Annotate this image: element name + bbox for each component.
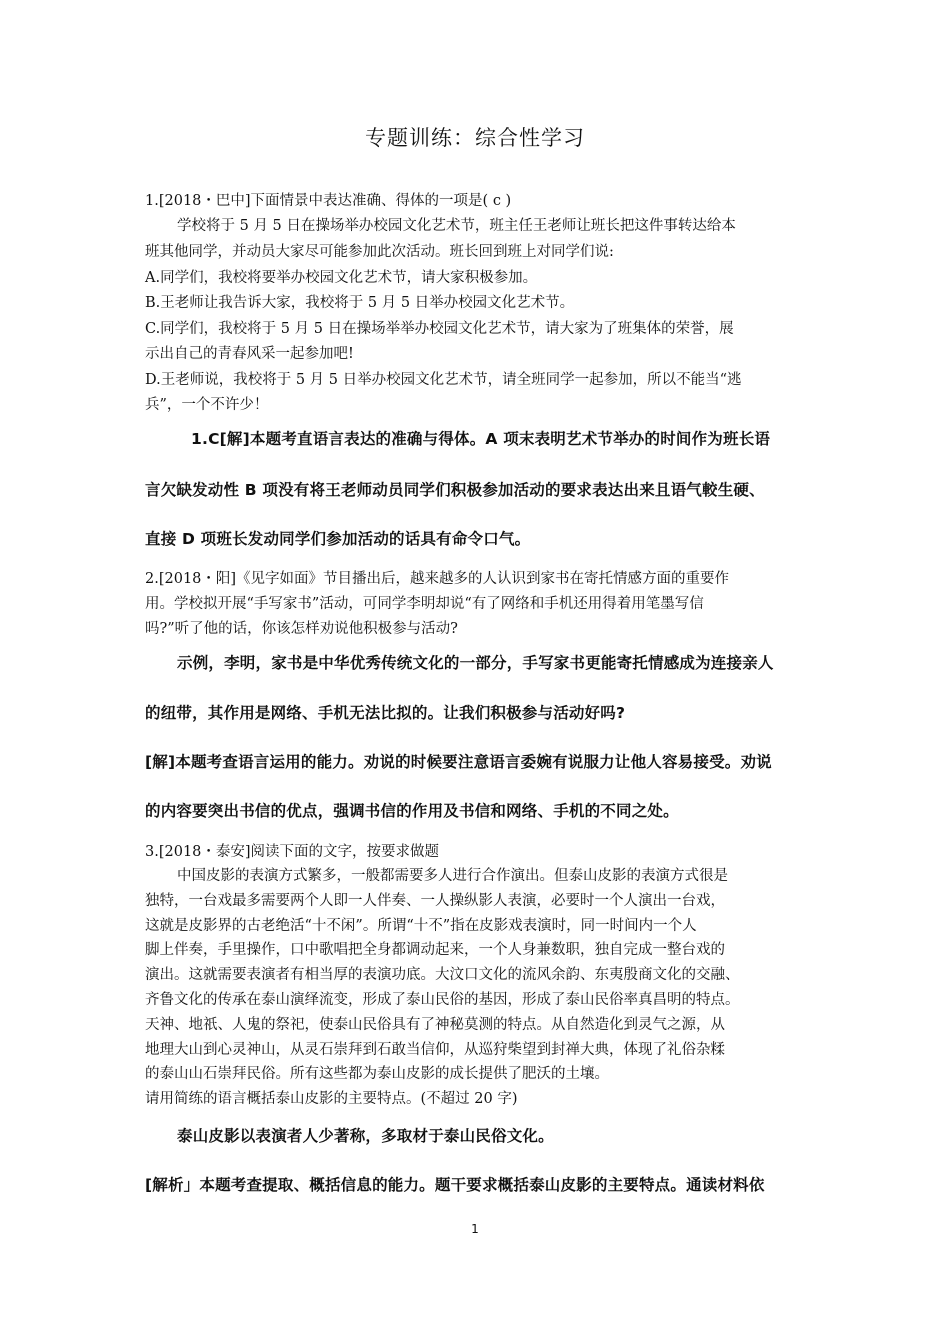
- q3-passage-line: 演出。这就需要表演者有相当厚的表演功底。大汶口文化的流风余韵、东夷殷商文化的交融、: [145, 967, 740, 983]
- document-title: 专题训练：综合性学习: [365, 126, 585, 150]
- q1-option-d: 兵”，一个不许少！: [145, 397, 269, 413]
- q1-option-c: C.同学们，我校将于 5 月 5 日在操场举举办校园文化艺术节，请大家为了班集体的荣誉，展: [145, 321, 734, 337]
- q3-analysis: [解析」本题考查提取、概括信息的能力。题干要求概括泰山皮影的主要特点。通读材料依: [145, 1176, 765, 1194]
- q3-stem: 3.[2018・泰安]阅读下面的文字，按要求做题: [145, 844, 440, 860]
- q1-option-b: B.王老师让我告诉大家，我校将于 5 月 5 日举办校园文化艺术节。: [145, 295, 575, 311]
- q1-answer: 言欠缺发动性 B 项没有将王老师动员同学们积极参加活动的要求表达出来且语气較生硬、: [145, 481, 765, 499]
- q3-passage-line: 的泰山山石崇拜民俗。所有这些都为泰山皮影的成长提供了肥沃的土壤。: [145, 1066, 609, 1082]
- q1-option-a: A.同学们，我校将要举办校园文化艺术节，请大家积极参加。: [145, 270, 538, 286]
- q2-answer: 示例，李明，家书是中华优秀传统文化的一部分，手写家书更能寄托情感成为连接亲人: [177, 654, 774, 672]
- q3-passage-line: 这就是皮影界的古老绝活“十不闲”。所谓“十不”指在皮影戏表演时，同一时间内一个人: [145, 918, 697, 934]
- q3-answer: 泰山皮影以表演者人少著称，多取材于泰山民俗文化。: [177, 1127, 554, 1145]
- page-number: 1: [471, 1222, 479, 1236]
- q2-stem: 2.[2018・阳]《见字如面》节目播出后，越来越多的人认识到家书在寄托情感方面的重要作: [145, 571, 730, 587]
- q2-analysis: 的内容要突出书信的优点，强调书信的作用及书信和网络、手机的不同之处。: [145, 802, 679, 820]
- q1-context-line: 班其他同学，并动员大家尽可能参加此次活动。班长回到班上对同学们说:: [145, 244, 614, 260]
- q3-question: 请用简练的语言概括泰山皮影的主要特点。(不超过 20 字): [145, 1091, 518, 1107]
- q3-passage-line: 齐鲁文化的传承在泰山演绎流变，形成了泰山民俗的基因，形成了泰山民俗率真昌明的特点。: [145, 992, 740, 1008]
- q2-stem: 吗?”听了他的话，你该怎样劝说他积极参与活动?: [145, 621, 458, 637]
- q3-passage-line: 脚上伴奏，手里操作，口中歌唱把全身都调动起来，一个人身兼数职，独自完成一整台戏的: [145, 942, 725, 958]
- q1-option-d: D.王老师说，我校将于 5 月 5 日举办校园文化艺术节，请全班同学一起参加，所以不能当“逃: [145, 372, 742, 388]
- q2-answer: 的纽带，其作用是网络、手机无法比拟的。让我们积极参与活动好吗?: [145, 704, 626, 722]
- q3-passage-line: 中国皮影的表演方式繁多，一般都需要多人进行合作演出。但泰山皮影的表演方式很是: [177, 868, 728, 884]
- q1-option-c: 示出自己的青春风采一起参加吧!: [145, 346, 354, 362]
- q1-stem: 1.[2018・巴中]下面情景中表达准确、得体的一项是( c ): [145, 193, 512, 209]
- q1-answer: 直接 D 项班长发动同学们参加活动的话具有命令口气。: [145, 530, 531, 548]
- q3-passage-line: 天神、地祇、人鬼的祭祀，使泰山民俗具有了神秘莫测的特点。从自然造化到灵气之源，从: [145, 1017, 725, 1033]
- q2-analysis: [解]本题考查语言运用的能力。劝说的时候要注意语言委婉有说服力让他人容易接受。劝说: [145, 753, 772, 771]
- q1-context-line: 学校将于 5 月 5 日在操场举办校园文化艺术节，班主任王老师让班长把这件事转达给本: [177, 218, 736, 234]
- q1-answer: 1.C[解]本题考直语言表达的准确与得体。A 项末表明艺术节举办的时间作为班长语: [191, 430, 771, 448]
- q3-passage-line: 独特，一台戏最多需要两个人即一人伴奏、一人操纵影人表演，必要时一个人演出一台戏，: [145, 893, 725, 909]
- q3-passage-line: 地理大山到心灵神山，从灵石崇拜到石敢当信仰，从巡狩柴望到封禅大典，体现了礼俗杂糅: [145, 1042, 725, 1058]
- q2-stem: 用。学校拟开展“手写家书”活动，可同学李明却说“有了网络和手机还用得着用笔墨写信: [145, 596, 704, 612]
